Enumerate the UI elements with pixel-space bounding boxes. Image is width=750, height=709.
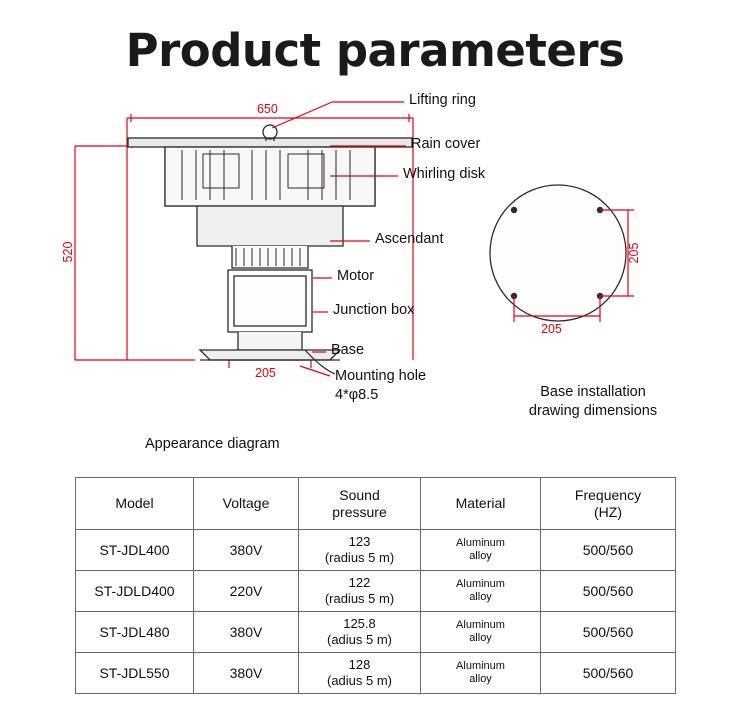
column-header-sound-line2: pressure — [332, 503, 387, 520]
callout-label-rain-cover: Rain cover — [411, 136, 481, 152]
callout-label-mounting-hole-spec: 4*φ8.5 — [335, 387, 379, 403]
front-elevation — [128, 125, 415, 374]
cell-frequency: 500/560 — [541, 612, 676, 653]
cell-voltage: 380V — [194, 653, 299, 694]
cell-material — [421, 530, 541, 571]
cell-sound-note: (radius 5 m) — [324, 550, 395, 565]
column-header-frequency-line2: (HZ) — [594, 503, 622, 520]
parameter-table — [75, 477, 676, 694]
cell-frequency: 500/560 — [541, 571, 676, 612]
cell-voltage: 380V — [194, 530, 299, 571]
cell-material — [421, 653, 541, 694]
callout-label-junction-box: Junction box — [333, 302, 415, 318]
cell-sound-note: (radius 5 m) — [324, 591, 395, 606]
cell-material-line1: Aluminum — [456, 618, 505, 631]
caption-base-plan-line2: drawing dimensions — [528, 403, 658, 419]
cell-material-line2: alloy — [469, 673, 492, 685]
cell-voltage: 380V — [194, 612, 299, 653]
page-title: Product parameters — [125, 24, 625, 77]
cell-material — [421, 612, 541, 653]
callout-label-ascendant: Ascendant — [375, 231, 444, 247]
dimension-base-plan-horizontal: 205 — [541, 322, 562, 336]
dimension-base-width: 205 — [255, 366, 276, 380]
cell-sound-value: 123 — [348, 534, 371, 550]
column-header-frequency-line1: Frequency — [574, 487, 642, 504]
callout-label-mounting-hole: Mounting hole — [335, 368, 427, 384]
cell-material-line1: Aluminum — [456, 659, 505, 672]
cell-model: ST-JDL400 — [76, 530, 194, 571]
table-header-row — [76, 478, 676, 530]
base-plan-view — [490, 185, 634, 322]
column-header-material: Material — [421, 478, 541, 530]
cell-frequency: 500/560 — [541, 653, 676, 694]
cell-material — [421, 571, 541, 612]
cell-sound-pressure — [299, 571, 421, 612]
callout-label-motor: Motor — [337, 268, 375, 284]
column-header-sound-pressure — [299, 478, 421, 530]
dimension-height: 520 — [61, 241, 75, 263]
column-header-sound-line1: Sound — [339, 487, 380, 504]
product-diagram — [0, 88, 750, 458]
cell-sound-value: 128 — [348, 657, 371, 673]
caption-appearance-diagram: Appearance diagram — [145, 436, 280, 452]
table-row — [76, 612, 676, 653]
callout-label-lifting-ring: Lifting ring — [409, 92, 476, 108]
cell-sound-pressure — [299, 653, 421, 694]
cell-model: ST-JDLD400 — [76, 571, 194, 612]
cell-sound-note: (adius 5 m) — [326, 673, 393, 688]
cell-sound-value: 125.8 — [343, 616, 376, 632]
cell-material-line2: alloy — [469, 550, 492, 562]
callout-label-base: Base — [331, 342, 365, 358]
column-header-model: Model — [76, 478, 194, 530]
cell-frequency: 500/560 — [541, 530, 676, 571]
cell-sound-value: 122 — [348, 575, 371, 591]
cell-model: ST-JDL480 — [76, 612, 194, 653]
cell-voltage: 220V — [194, 571, 299, 612]
cell-material-line2: alloy — [469, 632, 492, 644]
dimension-base-plan-vertical: 205 — [627, 242, 641, 264]
caption-base-plan-line1: Base installation — [540, 384, 646, 400]
cell-sound-note: (adius 5 m) — [326, 632, 393, 647]
dimension-top-width: 650 — [257, 102, 278, 116]
cell-material-line1: Aluminum — [456, 577, 505, 590]
cell-material-line1: Aluminum — [456, 536, 505, 549]
table-row — [76, 530, 676, 571]
callout-label-whirling-disk: Whirling disk — [403, 166, 486, 182]
cell-material-line2: alloy — [469, 591, 492, 603]
cell-sound-pressure — [299, 612, 421, 653]
cell-model: ST-JDL550 — [76, 653, 194, 694]
cell-sound-pressure — [299, 530, 421, 571]
column-header-voltage: Voltage — [194, 478, 299, 530]
table-row — [76, 653, 676, 694]
table-row — [76, 571, 676, 612]
parameter-table-wrapper — [75, 477, 675, 694]
column-header-frequency — [541, 478, 676, 530]
